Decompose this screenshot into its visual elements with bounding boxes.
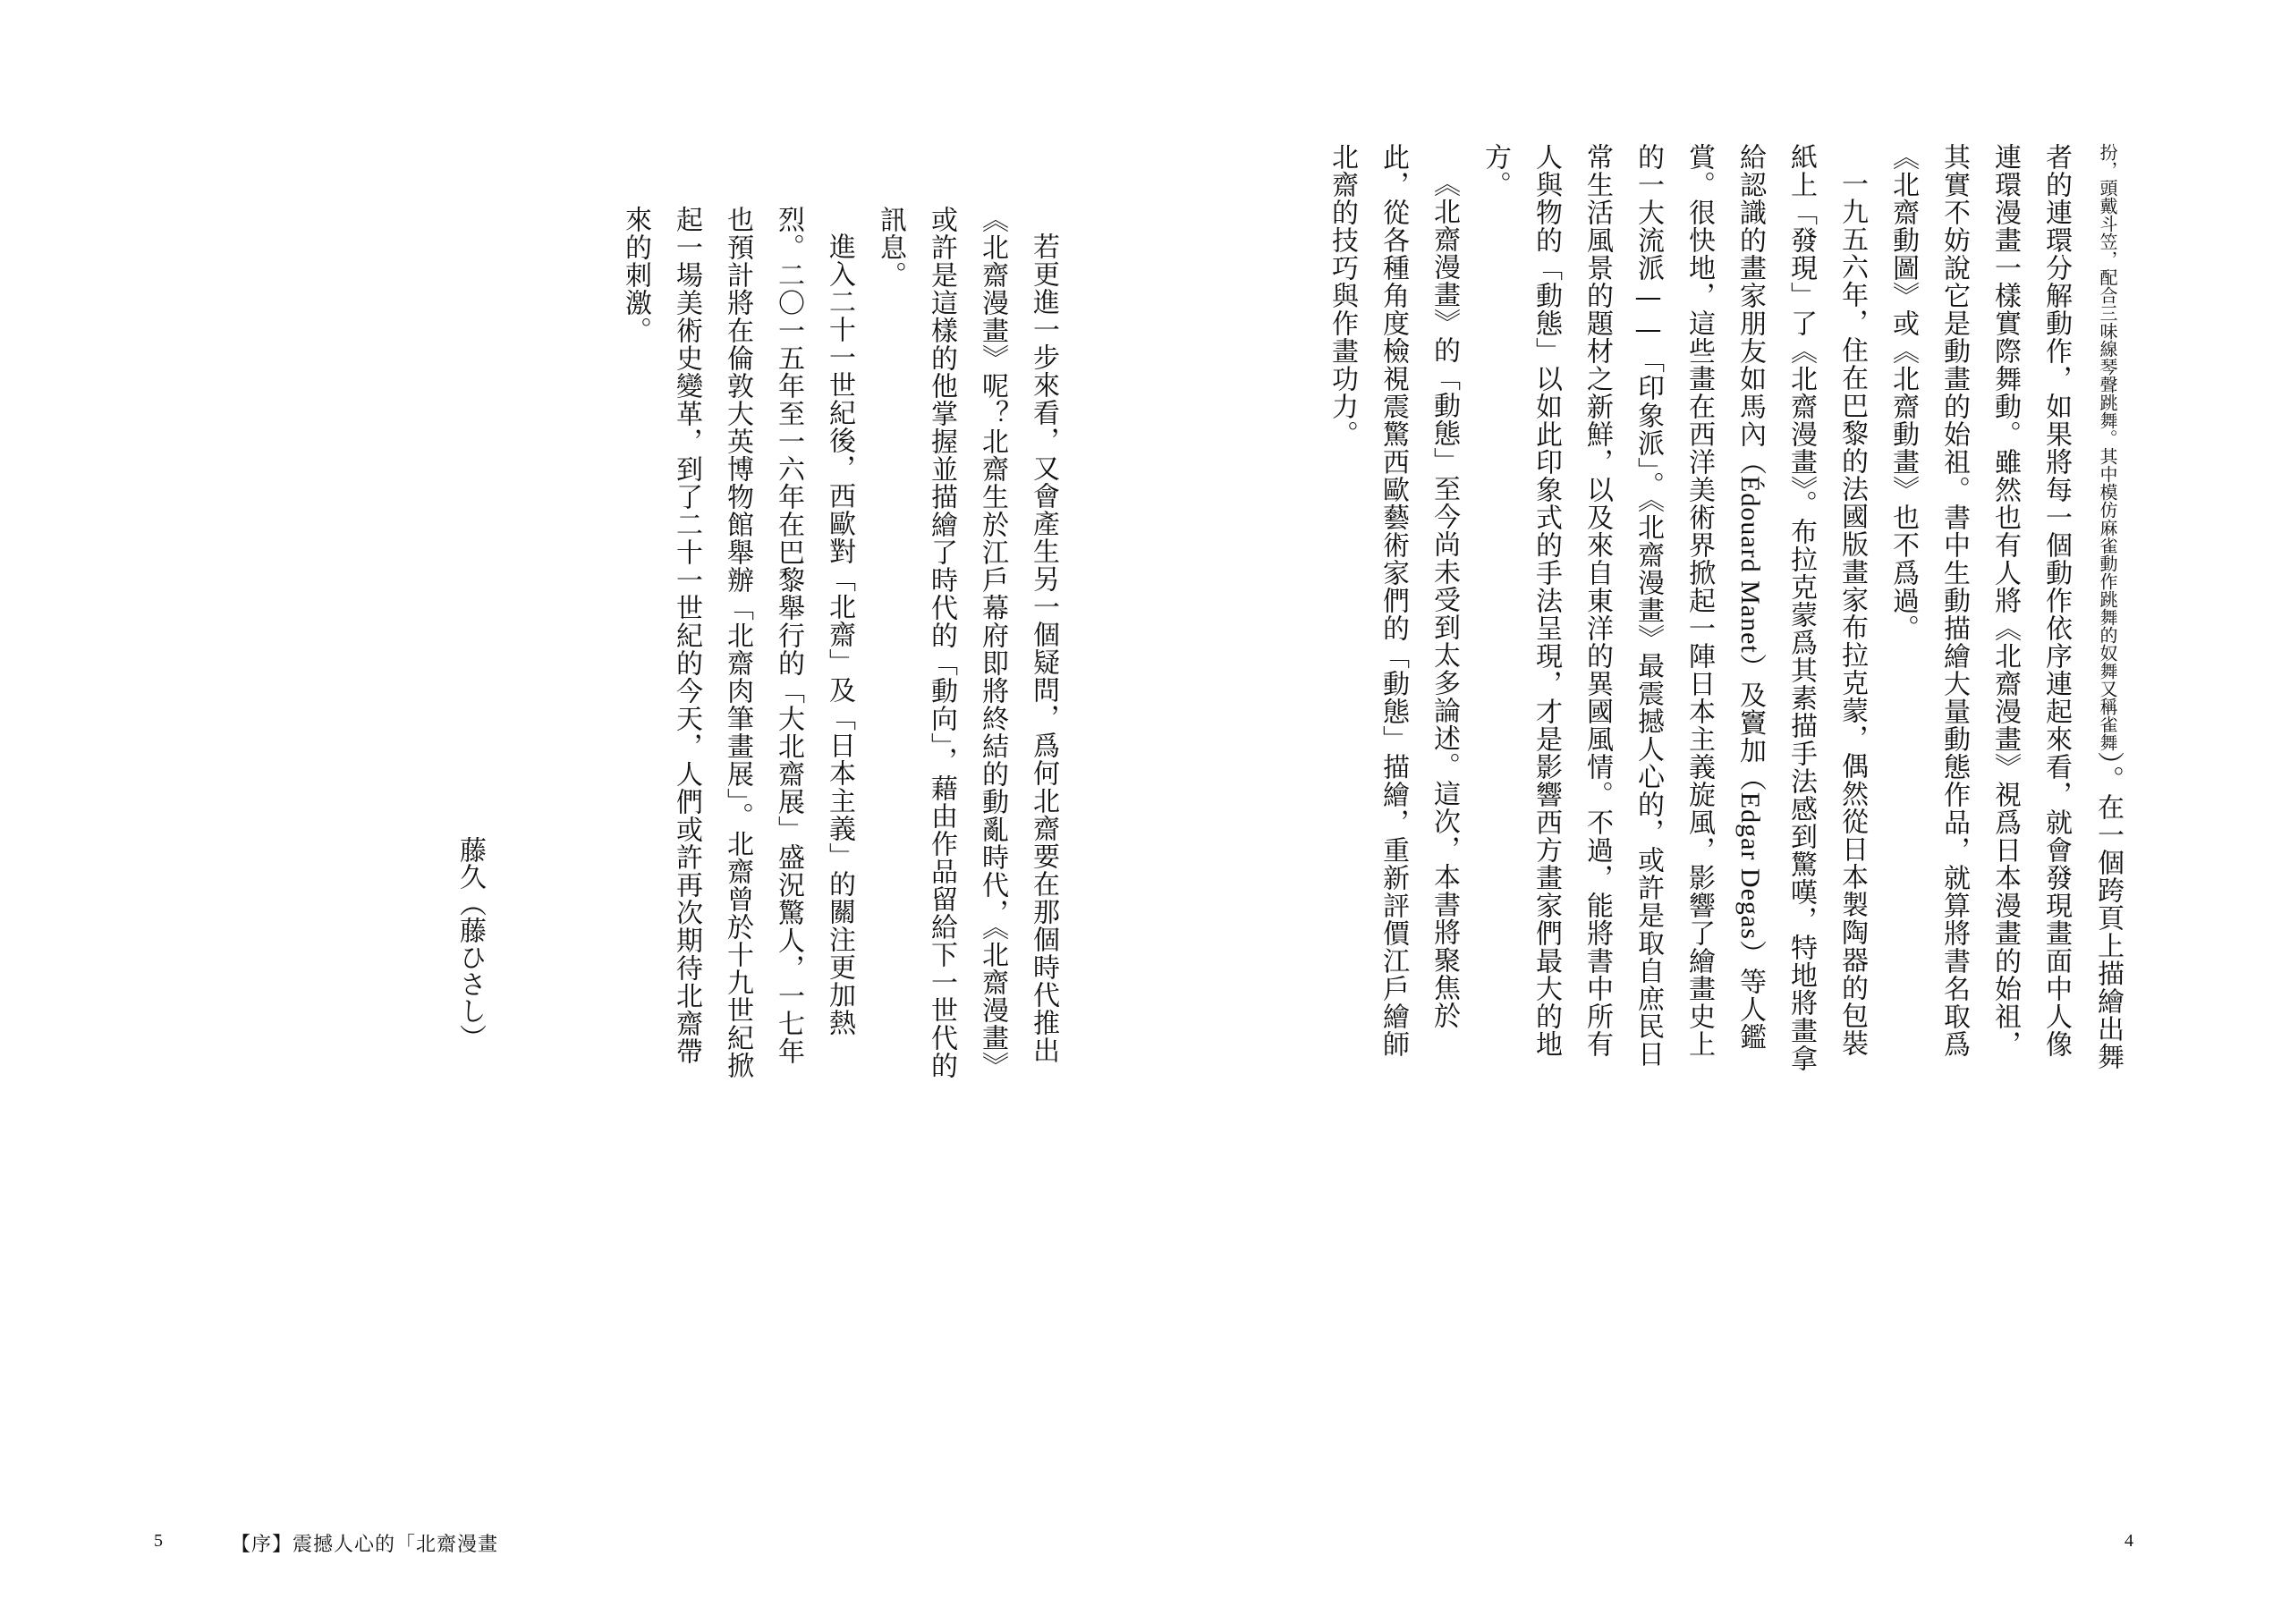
text-segment: 《北齋漫畫》的「動態」至今尚未受到太多論述。這次，本書將聚焦於此，從各種角度檢視震驚西歐藝術家們的「動態」描繪，重新評價江戶繪師北齋的技巧與作畫功力。 <box>1327 143 1460 1058</box>
author-signature: 藤久（藤ひさし） <box>454 836 486 1051</box>
page-number: 5 <box>154 1531 163 1551</box>
page-number: 4 <box>2125 1531 2133 1551</box>
latin-name: Édouard Manet <box>1735 476 1765 654</box>
annotation-note: 扮，頭戴斗笠，配合三味線琴聲跳舞。其中模仿麻雀動作跳舞的奴舞又稱雀舞 <box>2097 143 2118 751</box>
text-segment: ）及竇加（ <box>1734 653 1766 792</box>
right-page <box>1145 0 2290 1624</box>
latin-name: Edgar Degas <box>1735 791 1765 940</box>
paragraph <box>1878 143 2133 1082</box>
paragraph <box>1317 143 1470 1082</box>
text-segment: ）。在一個跨頁上描繪出舞者的連環分解動作，如果將每一個動作依序連起來看，就會發現畫面中人像連環漫畫一樣實際舞動。雖然也有人將《北齋漫畫》視爲日本漫畫的始祖，其實不妨說它是動畫的始祖。書中生動描繪大量動態作品，就算將書名取爲《北齋動圖》或《北齋動畫》也不爲過。 <box>1887 143 2124 1070</box>
right-page-body <box>1317 143 2133 1082</box>
running-head: 【序】震撼人心的「北齋漫畫 <box>231 1534 499 1556</box>
text-segment: 進入二十一世紀後，西歐對「北齋」及「日本主義」的關注更加熱烈。二〇一五年至一六年在巴黎舉行的「大北齋展」盛況驚人，一七年也預計將在倫敦大英博物館舉辦「北齋肉筆畫展」。北齋曾於十九世紀掀起一場美術史變革，到了二十一世紀的今天，人們或許再次期待北齋帶來的刺激。 <box>620 206 855 1079</box>
paragraph <box>1470 143 1878 1082</box>
paragraph <box>610 206 865 1082</box>
left-page-body <box>610 206 1069 1082</box>
text-segment: ）等人鑑賞。很快地，這些畫在西洋美術界掀起一陣日本主義旋風，影響了繪畫史上的一大流派——「印象派」。《北齋漫畫》最震撼人心的，或許是取自庶民日常生活風景的題材之新鮮，以及來自東洋的異國風情。不過，能將書中所有人與物的「動態」以如此印象式的手法呈現，才是影響西方畫家們最大的地方。 <box>1480 143 1766 1068</box>
paragraph <box>865 206 1069 1082</box>
text-segment: 一九五六年，住在巴黎的法國版畫家布拉克蒙，偶然從日本製陶器的包裝紙上「發現」了《北齋漫畫》。布拉克蒙爲其素描手法感到驚嘆，特地將畫拿給認識的畫家朋友如馬內（ <box>1734 143 1868 1072</box>
text-segment: 若更進一步來看，又會產生另一個疑問，爲何北齋要在那個時代推出《北齋漫畫》呢？北齋生於江戶幕府即將終結的動亂時代，《北齋漫畫》或許是這樣的他掌握並描繪了時代的「動向」，藉由作品留給下一世代的訊息。 <box>875 206 1059 1079</box>
